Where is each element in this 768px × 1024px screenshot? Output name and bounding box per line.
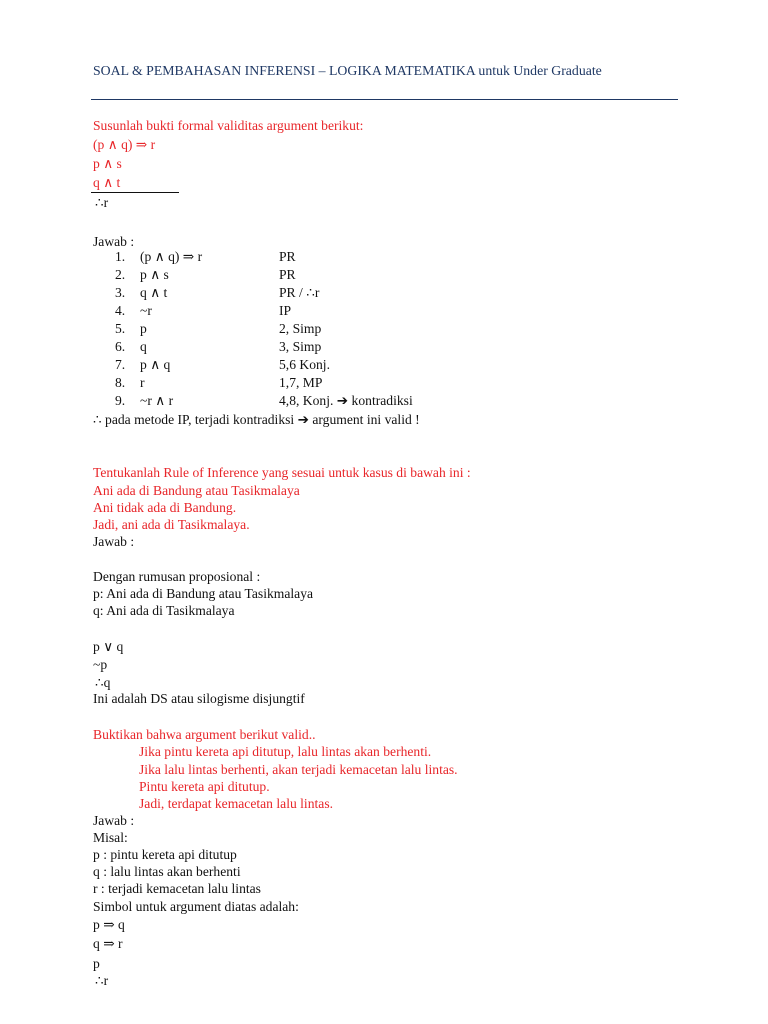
- proof-step: [0, 338, 768, 355]
- problem2-answer-label: Jawab :: [93, 534, 135, 549]
- problem2-definition: p: Ani ada di Bandung atau Tasikmalaya: [93, 586, 314, 601]
- problem3-symbol: q ⇒ r: [93, 936, 123, 951]
- proof-step: [0, 302, 768, 319]
- step-expression: ~r: [140, 303, 152, 318]
- step-expression: q: [140, 339, 147, 354]
- step-expression: r: [140, 375, 145, 390]
- proof-step: [0, 392, 768, 409]
- problem2-definition: q: Ani ada di Tasikmalaya: [93, 603, 235, 618]
- proof-step: [0, 284, 768, 301]
- step-expression: p: [140, 321, 147, 336]
- step-reason: PR: [279, 267, 296, 282]
- problem2-symbol: p ∨ q: [93, 639, 124, 654]
- problem3-line: Jika pintu kereta api ditutup, lalu lintas akan berhenti.: [139, 744, 432, 759]
- problem3-misal: Misal:: [93, 830, 128, 845]
- problem3-definition: q : lalu lintas akan berhenti: [93, 864, 241, 879]
- problem2-symbol: ~p: [93, 657, 108, 672]
- problem1-conclusion: ∴r: [95, 195, 109, 210]
- problem3-line: Pintu kereta api ditutup.: [139, 779, 270, 794]
- step-reason: PR: [279, 249, 296, 264]
- problem2-question: Tentukanlah Rule of Inference yang sesuai untuk kasus di bawah ini :: [93, 465, 471, 480]
- problem1-premise: q ∧ t: [93, 175, 121, 190]
- problem3-symbol: p: [93, 956, 100, 971]
- problem1-closing: ∴ pada metode IP, terjadi kontradiksi ➔ argument ini valid !: [93, 412, 420, 427]
- problem2-line: Jadi, ani ada di Tasikmalaya.: [93, 517, 250, 532]
- problem3-symbol-intro: Simbol untuk argument diatas adalah:: [93, 899, 299, 914]
- proof-step: [0, 320, 768, 337]
- problem1-answer-label: Jawab :: [93, 234, 135, 249]
- step-reason: PR / ∴r: [279, 285, 320, 300]
- step-reason: 3, Simp: [279, 339, 322, 354]
- step-number: 5.: [115, 321, 126, 336]
- step-expression: p ∧ q: [140, 357, 171, 372]
- problem3-question: Buktikan bahwa argument berikut valid..: [93, 727, 316, 742]
- premise-underline: [91, 192, 179, 193]
- step-number: 4.: [115, 303, 126, 318]
- header-rule: [91, 99, 678, 100]
- step-number: 8.: [115, 375, 126, 390]
- problem3-line: Jadi, terdapat kemacetan lalu lintas.: [139, 796, 334, 811]
- step-expression: p ∧ s: [140, 267, 169, 282]
- problem1-premise: p ∧ s: [93, 156, 122, 171]
- step-number: 7.: [115, 357, 126, 372]
- step-number: 6.: [115, 339, 126, 354]
- problem2-line: Ani tidak ada di Bandung.: [93, 500, 237, 515]
- problem2-line: Ani ada di Bandung atau Tasikmalaya: [93, 483, 300, 498]
- step-reason: IP: [279, 303, 292, 318]
- step-reason: 4,8, Konj. ➔ kontradiksi: [279, 393, 413, 408]
- problem3-answer-label: Jawab :: [93, 813, 135, 828]
- page-header: SOAL & PEMBAHASAN INFERENSI – LOGIKA MATEMATIKA untuk Under Graduate: [93, 63, 602, 78]
- problem1-question: Susunlah bukti formal validitas argument berikut:: [93, 118, 364, 133]
- step-number: 3.: [115, 285, 126, 300]
- proof-step: [0, 374, 768, 391]
- step-expression: (p ∧ q) ⇒ r: [140, 249, 203, 264]
- proof-step: [0, 248, 768, 265]
- problem3-symbol: p ⇒ q: [93, 917, 125, 932]
- step-number: 9.: [115, 393, 126, 408]
- problem2-intro: Dengan rumusan proposional :: [93, 569, 261, 584]
- proof-step: [0, 266, 768, 283]
- problem3-definition: r : terjadi kemacetan lalu lintas: [93, 881, 261, 896]
- step-expression: ~r ∧ r: [140, 393, 174, 408]
- step-number: 2.: [115, 267, 126, 282]
- problem1-premise: (p ∧ q) ⇒ r: [93, 137, 156, 152]
- problem3-line: Jika lalu lintas berhenti, akan terjadi kemacetan lalu lintas.: [139, 762, 458, 777]
- problem3-symbol: ∴r: [95, 973, 109, 988]
- problem3-definition: p : pintu kereta api ditutup: [93, 847, 237, 862]
- problem2-result: Ini adalah DS atau silogisme disjungtif: [93, 691, 305, 706]
- step-reason: 5,6 Konj.: [279, 357, 330, 372]
- step-reason: 1,7, MP: [279, 375, 323, 390]
- step-number: 1.: [115, 249, 126, 264]
- problem2-symbol: ∴q: [95, 675, 111, 690]
- step-expression: q ∧ t: [140, 285, 168, 300]
- step-reason: 2, Simp: [279, 321, 322, 336]
- proof-step: [0, 356, 768, 373]
